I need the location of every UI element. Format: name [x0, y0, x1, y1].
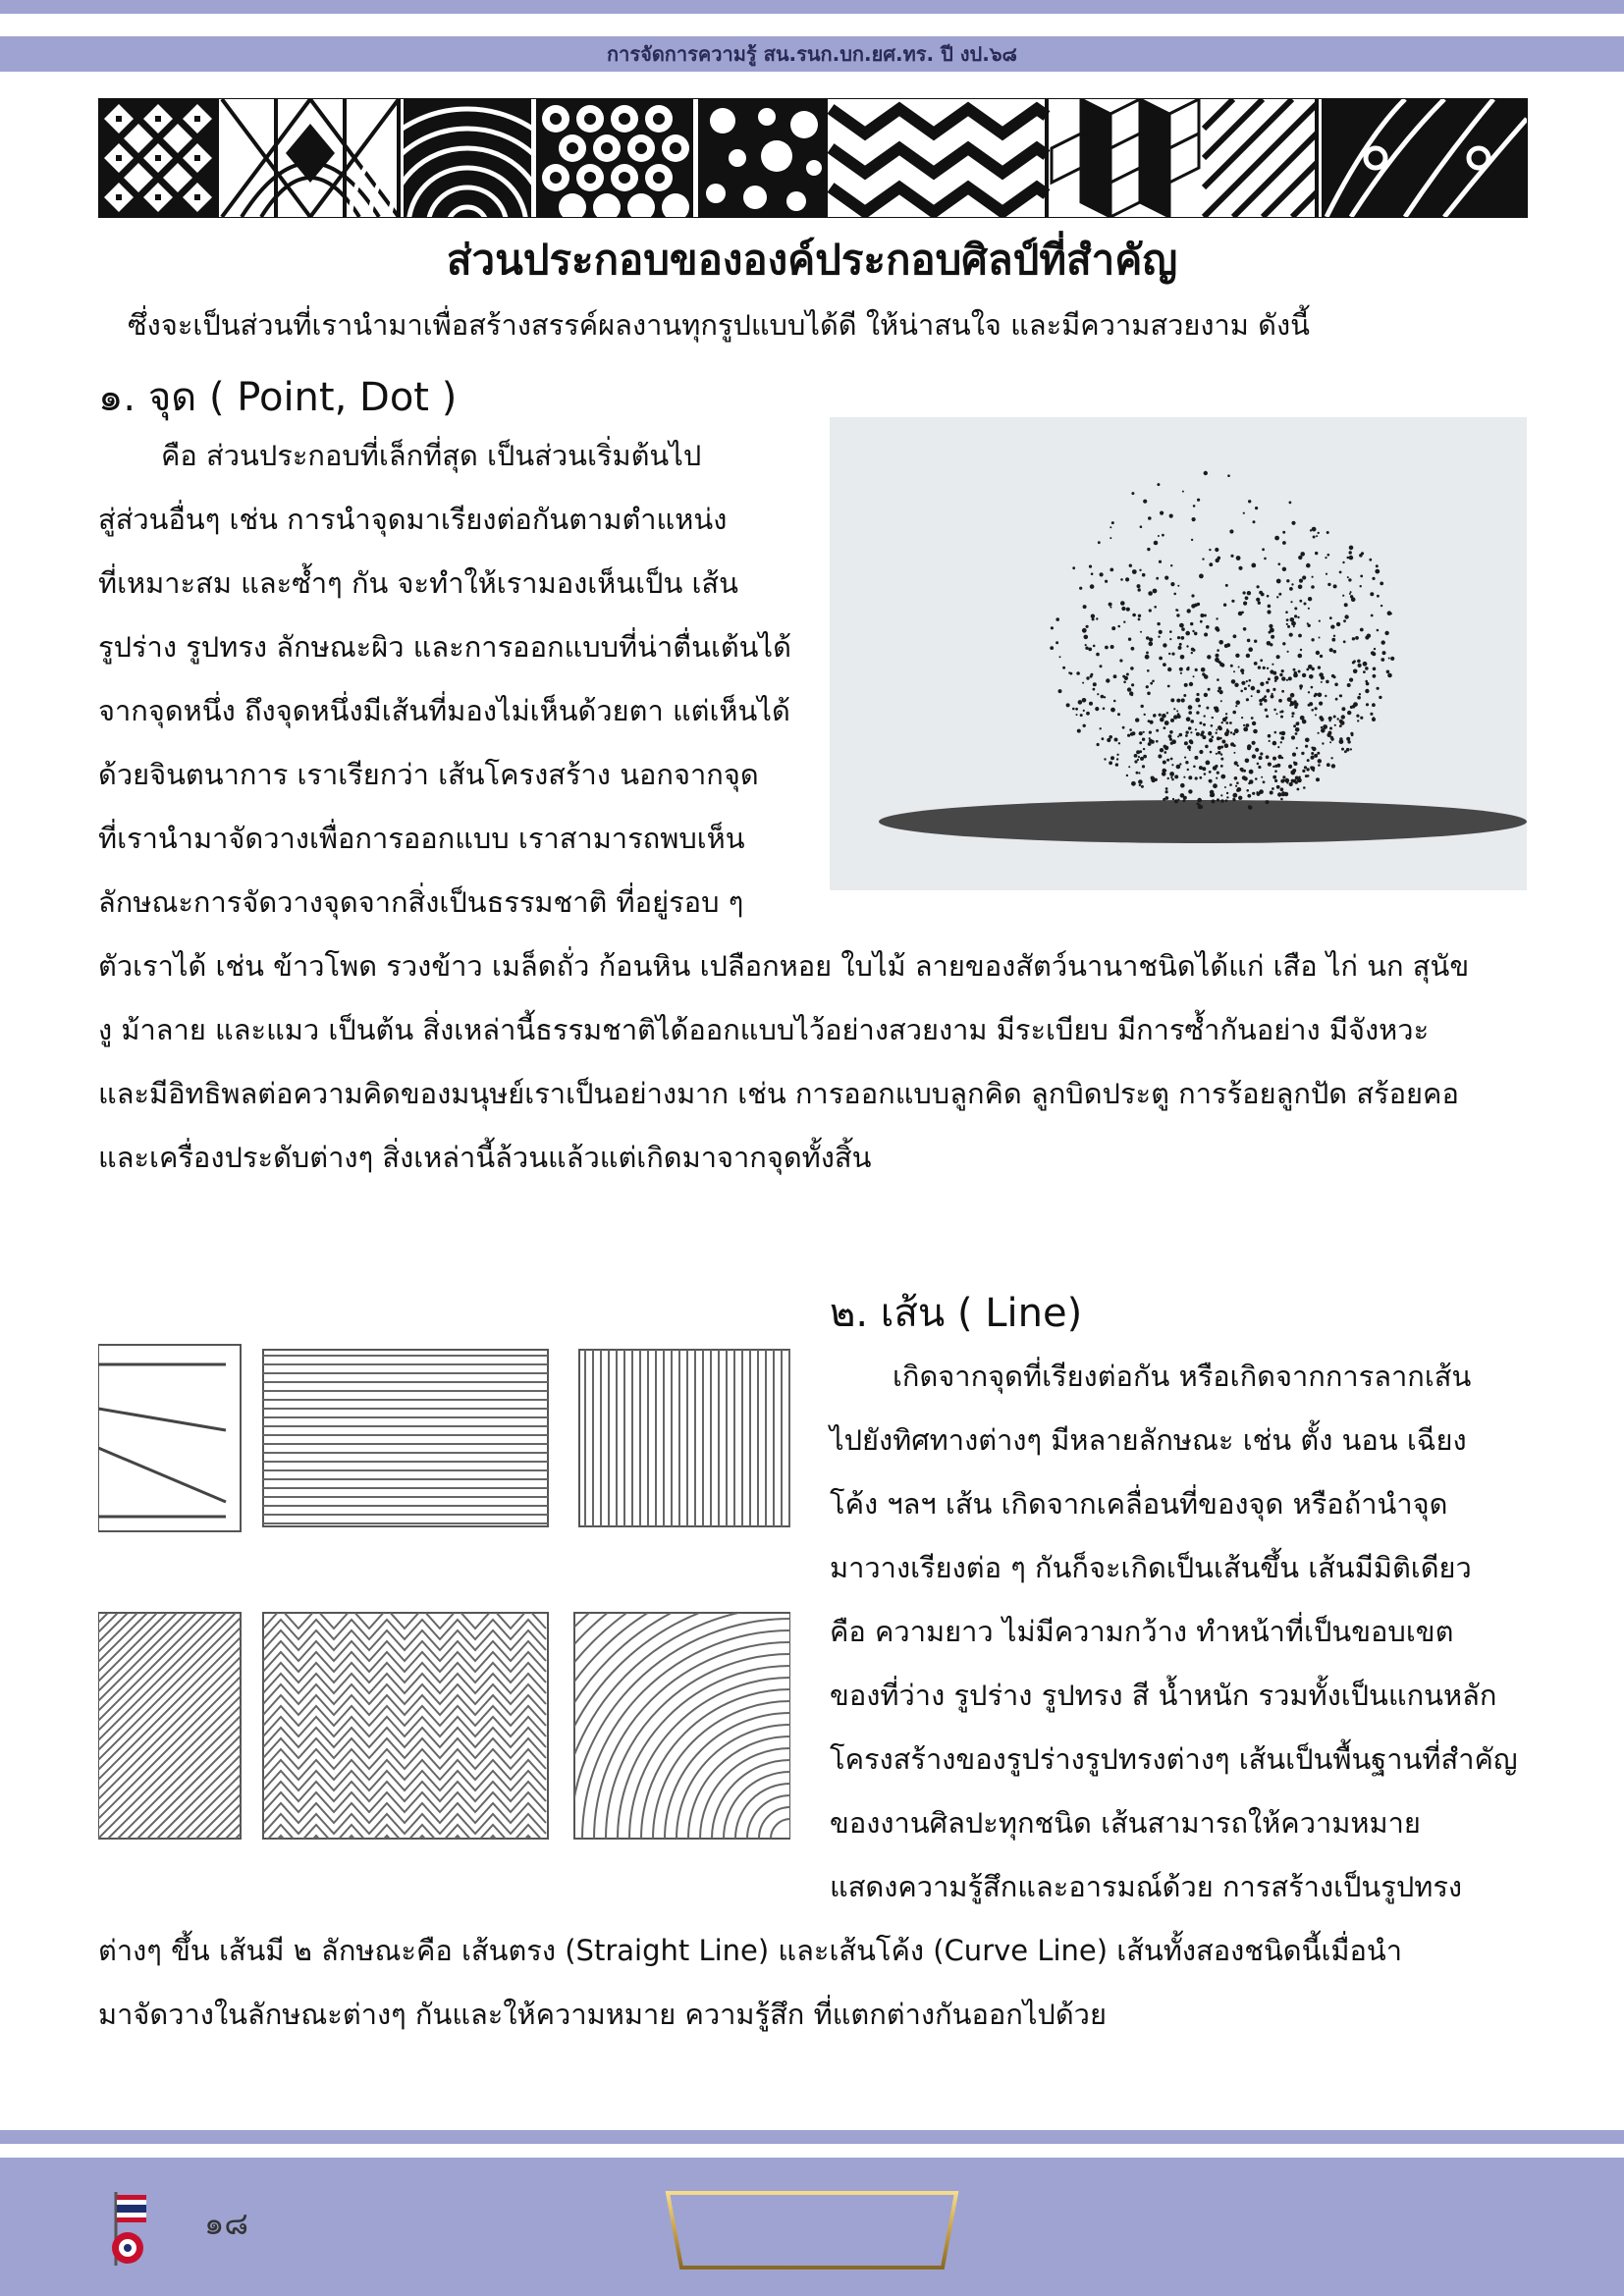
intro-text: ซึ่งจะเป็นส่วนที่เรานำมาเพื่อสร้างสรรค์ผลงานทุกรูปแบบได้ดี ให้น่าสนใจ และมีความสวยงาม ดังนี้	[128, 308, 1310, 342]
text-line: และเครื่องประดับต่างๆ สิ่งเหล่านี้ล้วนแล้วแต่เกิดมาจากจุดทั้งสิ้น	[98, 1141, 872, 1174]
text-line: จากจุดหนึ่ง ถึงจุดหนึ่งมีเส้นที่มองไม่เห็นด้วยตา แต่เห็นได้	[98, 694, 790, 727]
text-line: ของที่ว่าง รูปร่าง รูปทรง สี น้ำหนัก รวมทั้งเป็นแกนหลัก	[830, 1679, 1497, 1712]
sample-panel-free-lines	[98, 1345, 241, 1531]
section1-heading: ๑. จุด ( Point, Dot )	[98, 375, 458, 420]
section2-paragraph-full	[98, 1919, 1532, 2047]
stippled-sphere-image	[830, 417, 1527, 890]
text-line: ตัวเราได้ เช่น ข้าวโพด รวงข้าว เมล็ดถั่ว ก้อนหิน เปลือกหอย ใบไม้ ลายของสัตว์นานาชนิดได้แก่ เสือ ไก่ นก สุนัข	[98, 949, 1470, 983]
text-line: โค้ง ฯลฯ เส้น เกิดจากเคลื่อนที่ของจุด หรือถ้านำจุด	[830, 1487, 1448, 1521]
text-line: ไปยังทิศทางต่างๆ มีหลายลักษณะ เช่น ตั้ง นอน เฉียง	[830, 1423, 1467, 1457]
sample-panel-vertical	[579, 1350, 790, 1526]
sample-panel-zigzag	[263, 1609, 548, 1845]
page-number: ๑๘	[204, 2205, 248, 2242]
text-line: คือ ความยาว ไม่มีความกว้าง ทำหน้าที่เป็นขอบเขต	[830, 1615, 1454, 1648]
text-line: แสดงความรู้สึกและอารมณ์ด้วย การสร้างเป็นรูปทรง	[830, 1870, 1463, 1903]
text-line: ต่างๆ ขึ้น เส้นมี ๒ ลักษณะคือ เส้นตรง (Straight Line) และเส้นโค้ง (Curve Line) เส้นทั้งสองชนิดนี้เมื่อนำ	[98, 1934, 1403, 1967]
scales-pattern	[536, 99, 693, 217]
text-line: และมีอิทธิพลต่อความคิดของมนุษย์เราเป็นอย่างมาก เช่น การออกแบบลูกคิด ลูกบิดประตู การร้อยลูกปัด สร้อยคอ	[98, 1077, 1459, 1110]
text-line: สู่ส่วนอื่นๆ เช่น การนำจุดมาเรียงต่อกันตามตำแหน่ง	[98, 503, 728, 536]
text-line: ด้วยจินตนาการ เราเรียกว่า เส้นโครงสร้าง นอกจากจุด	[98, 758, 759, 791]
text-line: มาวางเรียงต่อ ๆ กันก็จะเกิดเป็นเส้นขึ้น เส้นมีมิติเดียว	[830, 1551, 1472, 1584]
stippled-sphere-photo	[830, 417, 1527, 890]
header-band	[0, 36, 1624, 72]
office-logo	[648, 2185, 976, 2275]
chevron-pattern	[831, 99, 1047, 217]
diagonal-pattern	[1204, 99, 1317, 217]
bottom-stripe	[0, 2130, 1624, 2144]
sample-panel-horizontal	[263, 1350, 548, 1526]
line-samples-image	[98, 1340, 790, 1845]
pattern-banner	[98, 98, 1528, 218]
diamond-pattern	[99, 99, 217, 217]
text-line: เกิดจากจุดที่เรียงต่อกัน หรือเกิดจากการลากเส้น	[893, 1360, 1472, 1393]
section2-paragraph-narrow	[830, 1345, 1537, 1919]
text-line: มาจัดวางในลักษณะต่างๆ กันและให้ความหมาย ความรู้สึก ที่แตกต่างกันออกไปด้วย	[98, 1998, 1107, 2031]
text-line: คือ ส่วนประกอบที่เล็กที่สุด เป็นส่วนเริ่มต้นไป	[161, 439, 702, 472]
flag-emblem-icon	[108, 2187, 151, 2275]
line-types-figure	[98, 1340, 790, 1845]
header-text: การจัดการความรู้ สน.รนก.บก.ยศ.ทร. ปี งป.๖๘	[607, 42, 1017, 66]
text-line: โครงสร้างของรูปร่างรูปทรงต่างๆ เส้นเป็นพื้นฐานที่สำคัญ	[830, 1742, 1518, 1776]
document-title: ส่วนประกอบขององค์ประกอบศิลป์ที่สำคัญ	[446, 236, 1178, 284]
text-line: งู ม้าลาย และแมว เป็นต้น สิ่งเหล่านี้ธรรมชาติได้ออกแบบไว้อย่างสวยงาม มีระเบียบ มีการซ้ำกันอย่าง มีจังหวะ	[98, 1013, 1430, 1046]
section2-heading: ๒. เส้น ( Line)	[830, 1291, 1083, 1336]
leaf-pattern	[1322, 99, 1527, 217]
text-line: ที่เหมาะสม และซ้ำๆ กัน จะทำให้เรามองเห็นเป็น เส้น	[98, 566, 738, 600]
top-stripe	[0, 0, 1624, 14]
dots-pattern	[698, 99, 826, 217]
section1-paragraph-narrow	[98, 424, 790, 934]
text-line: ที่เรานำมาจัดวางเพื่อการออกแบบ เราสามารถพบเห็น	[98, 822, 745, 855]
text-line: รูปร่าง รูปทรง ลักษณะผิว และการออกแบบที่น่าตื่นเต้นได้	[98, 630, 791, 664]
cube-pattern	[1052, 99, 1199, 217]
text-line: ลักษณะการจัดวางจุดจากสิ่งเป็นธรรมชาติ ที่อยู่รอบ ๆ	[98, 885, 744, 919]
zentangle-pattern-image	[99, 99, 1527, 217]
text-line: ของงานศิลปะทุกชนิด เส้นสามารถให้ความหมาย	[830, 1806, 1421, 1840]
section1-paragraph-full	[98, 934, 1532, 1190]
